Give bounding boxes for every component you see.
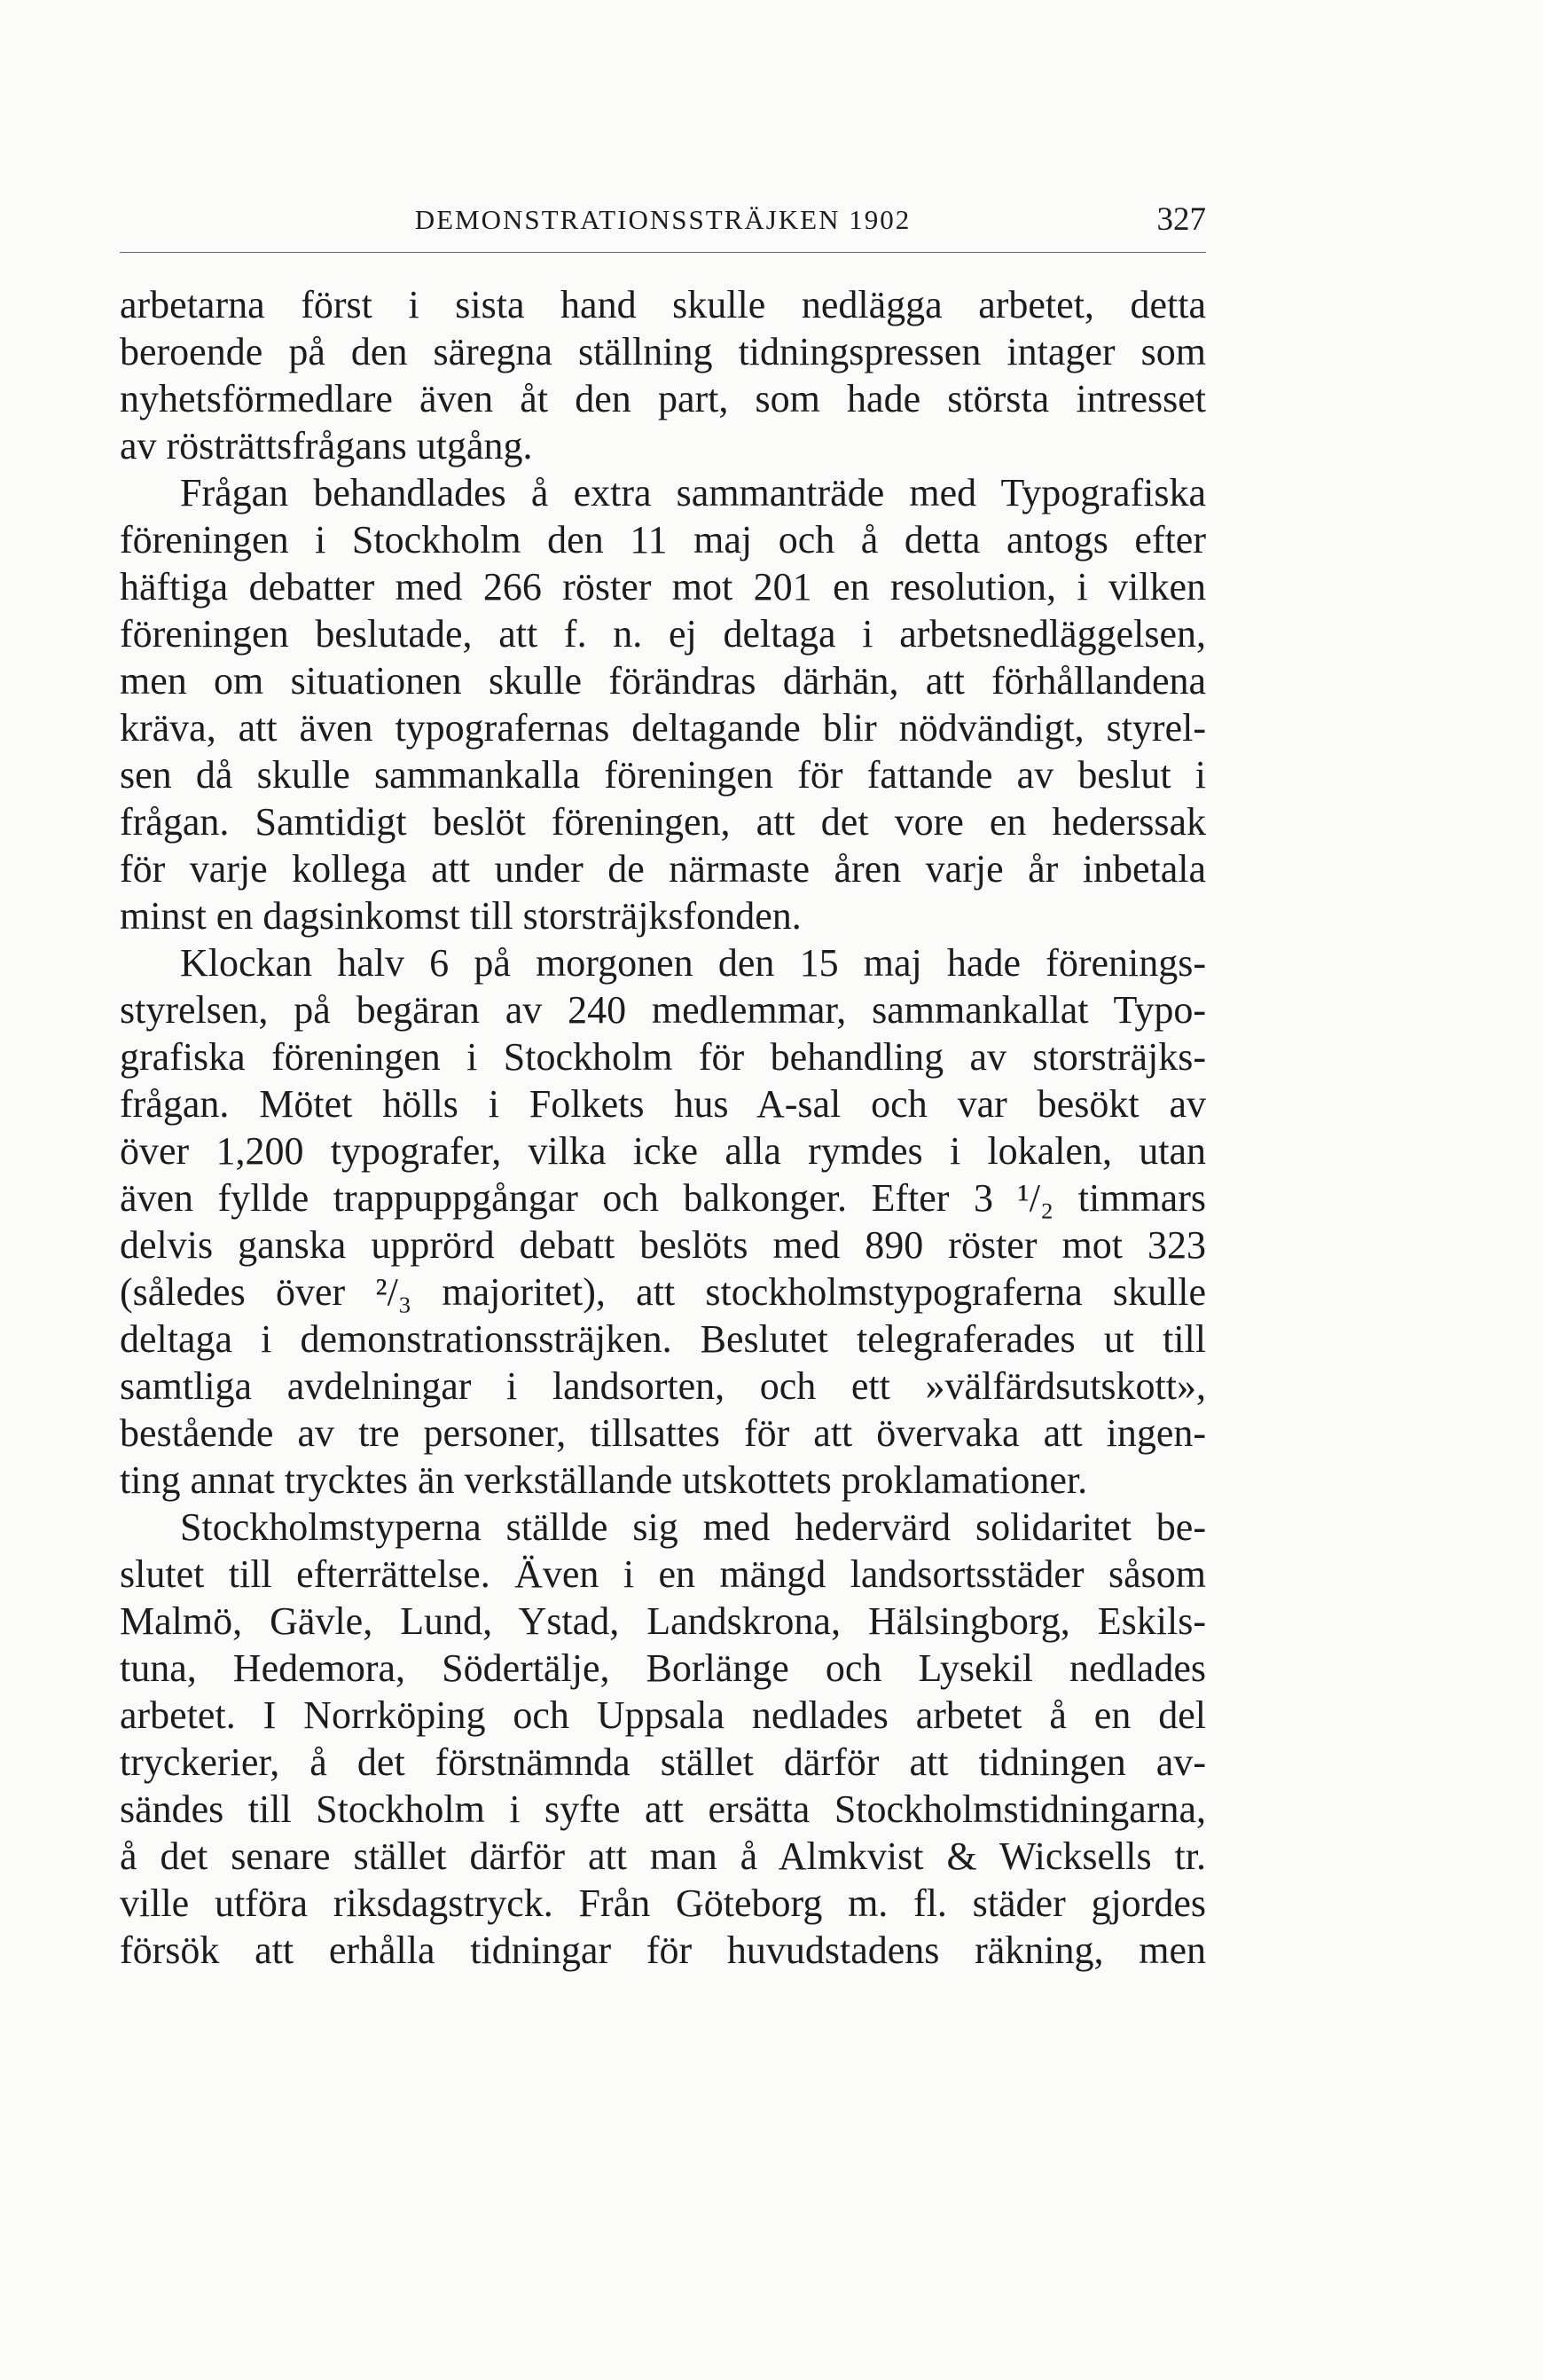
header-rule: [120, 252, 1206, 253]
running-head: [120, 200, 1206, 245]
page-number: 327: [1156, 201, 1206, 238]
text-line: sen då skulle sammankalla föreningen för fattande av beslut i: [120, 753, 1206, 797]
text-line: minst en dagsinkomst till storsträjksfonden.: [120, 894, 802, 938]
text-line: av rösträttsfrågans utgång.: [120, 424, 533, 467]
text-line: föreningen i Stockholm den 11 maj och å detta antogs efter: [120, 518, 1206, 562]
text-line: å det senare stället därför att man å Almkvist & Wicksells tr.: [120, 1834, 1206, 1878]
text-line: frågan. Samtidigt beslöt föreningen, att det vore en hederssak: [120, 800, 1206, 844]
text-line: arbetarna först i sista hand skulle nedlägga arbetet, detta: [120, 283, 1206, 326]
text-line: över 1,200 typografer, vilka icke alla rymdes i lokalen, utan: [120, 1129, 1206, 1173]
text-line: bestående av tre personer, tillsattes för att övervaka att ingen-: [120, 1411, 1206, 1455]
text-line: ville utföra riksdagstryck. Från Göteborg m. fl. städer gjordes: [120, 1881, 1206, 1925]
text-line: kräva, att även typografernas deltagande blir nödvändigt, styrel-: [120, 706, 1206, 750]
text-line: Stockholmstyperna ställde sig med hedervärd solidaritet be-: [180, 1505, 1206, 1549]
text-line: styrelsen, på begäran av 240 medlemmar, sammankallat Typo-: [120, 988, 1206, 1032]
text-line: frågan. Mötet hölls i Folkets hus A-sal och var besökt av: [120, 1082, 1206, 1126]
text-line: även fyllde trappuppgångar och balkonger. Efter 3 ¹/₂ timmars: [120, 1176, 1206, 1220]
text-line: deltaga i demonstrationssträjken. Beslutet telegraferades ut till: [120, 1317, 1206, 1361]
text-line: grafiska föreningen i Stockholm för behandling av storsträjks-: [120, 1035, 1206, 1079]
text-line: Klockan halv 6 på morgonen den 15 maj hade förenings-: [180, 941, 1206, 985]
text-line: häftiga debatter med 266 röster mot 201 en resolution, i vilken: [120, 565, 1206, 609]
text-line: föreningen beslutade, att f. n. ej deltaga i arbetsnedläggelsen,: [120, 612, 1206, 656]
text-line: nyhetsförmedlare även åt den part, som hade största intresset: [120, 377, 1206, 420]
text-line: samtliga avdelningar i landsorten, och ett »välfärdsutskott»,: [120, 1364, 1206, 1408]
body-text: [120, 281, 1206, 1974]
text-line: Malmö, Gävle, Lund, Ystad, Landskrona, Hälsingborg, Eskils-: [120, 1599, 1206, 1643]
text-line: tuna, Hedemora, Södertälje, Borlänge och Lysekil nedlades: [120, 1646, 1206, 1690]
text-line: (således över ²/₃ majoritet), att stockholmstypograferna skulle: [120, 1270, 1206, 1314]
text-line: tryckerier, å det förstnämnda stället därför att tidningen av-: [120, 1740, 1206, 1784]
text-line: beroende på den säregna ställning tidningspressen intager som: [120, 330, 1206, 373]
text-line: delvis ganska upprörd debatt beslöts med 890 röster mot 323: [120, 1223, 1206, 1267]
text-line: slutet till efterrättelse. Även i en mängd landsortsstäder såsom: [120, 1552, 1206, 1596]
running-title: DEMONSTRATIONSSTRÄJKEN 1902: [414, 204, 912, 235]
text-line: ting annat trycktes än verkställande utskottets proklamationer.: [120, 1458, 1088, 1502]
text-line: Frågan behandlades å extra sammanträde med Typografiska: [180, 471, 1206, 514]
text-line: för varje kollega att under de närmaste åren varje år inbetala: [120, 847, 1206, 891]
text-line: sändes till Stockholm i syfte att ersätta Stockholmstidningarna,: [120, 1787, 1206, 1831]
text-line: men om situationen skulle förändras därhän, att förhållandena: [120, 659, 1206, 703]
text-line: arbetet. I Norrköping och Uppsala nedlades arbetet å en del: [120, 1693, 1206, 1737]
text-line: försök att erhålla tidningar för huvudstadens räkning, men: [120, 1928, 1206, 1972]
